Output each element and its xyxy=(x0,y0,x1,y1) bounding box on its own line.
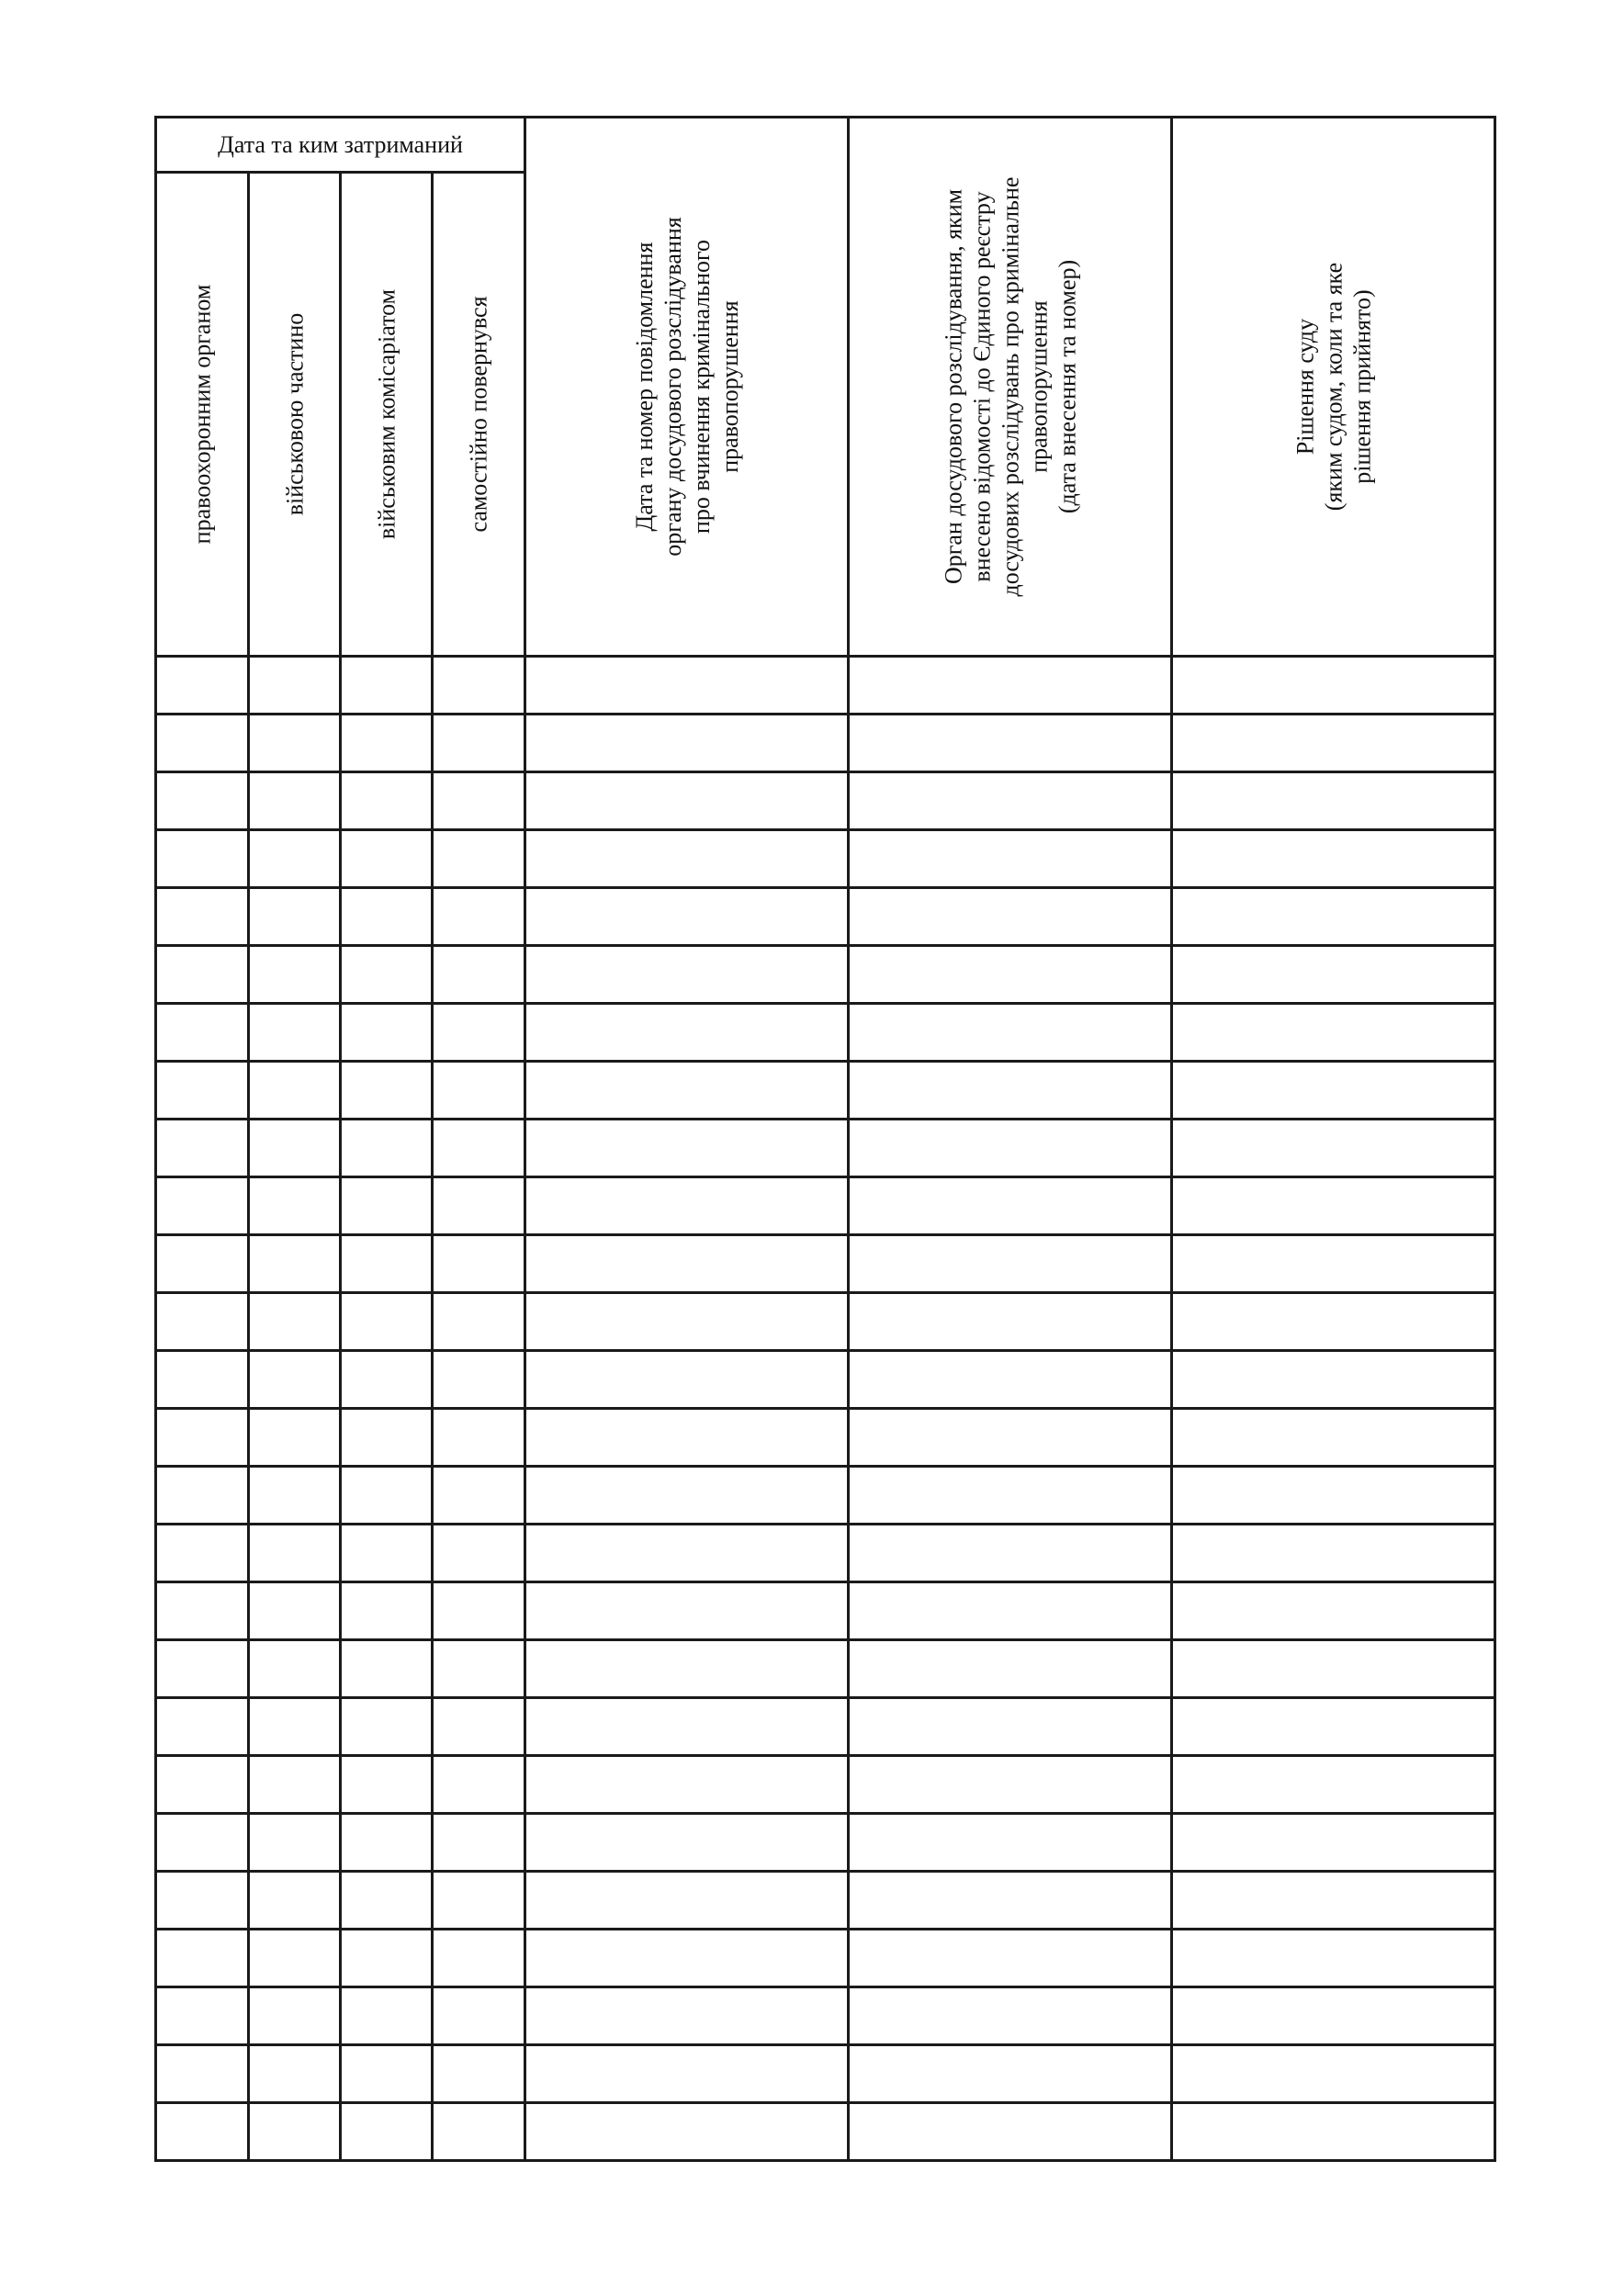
table-cell[interactable] xyxy=(433,1525,525,1582)
table-cell[interactable] xyxy=(341,2045,433,2103)
header-line: (дата внесення та номер) xyxy=(1054,259,1081,514)
header-investigation-text xyxy=(939,177,1081,597)
table-cell[interactable] xyxy=(249,1872,341,1930)
table-cell[interactable] xyxy=(1172,946,1495,1004)
table-cell[interactable] xyxy=(1172,1756,1495,1814)
header-line: досудових розслідувань про кримінальне xyxy=(997,176,1024,597)
table-cell[interactable] xyxy=(341,1351,433,1409)
table-cell[interactable] xyxy=(156,2045,249,2103)
table-cell[interactable] xyxy=(525,2045,849,2103)
table-cell[interactable] xyxy=(525,772,849,830)
table-row xyxy=(156,1756,1495,1814)
table-cell[interactable] xyxy=(849,1004,1172,1062)
table-cell[interactable] xyxy=(249,1698,341,1756)
table-cell[interactable] xyxy=(249,1409,341,1467)
header-line: самостійно повернувся xyxy=(465,296,492,533)
table-cell[interactable] xyxy=(1172,1930,1495,1987)
table-cell[interactable] xyxy=(433,1351,525,1409)
table-cell[interactable] xyxy=(156,1640,249,1698)
table-cell[interactable] xyxy=(249,1120,341,1177)
table-cell[interactable] xyxy=(341,1293,433,1351)
table-cell[interactable] xyxy=(849,1756,1172,1814)
table-row xyxy=(156,1582,1495,1640)
table-row xyxy=(156,1062,1495,1120)
table-cell[interactable] xyxy=(249,1814,341,1872)
table-cell[interactable] xyxy=(849,888,1172,946)
table-cell[interactable] xyxy=(525,1177,849,1235)
header-line: правопорушення xyxy=(1025,300,1053,473)
header-military-commissariat xyxy=(341,173,433,657)
table-cell[interactable] xyxy=(249,1004,341,1062)
table-cell[interactable] xyxy=(249,772,341,830)
table-cell[interactable] xyxy=(1172,1004,1495,1062)
table-cell[interactable] xyxy=(433,1698,525,1756)
table-cell[interactable] xyxy=(525,1293,849,1351)
table-cell[interactable] xyxy=(433,1872,525,1930)
table-cell[interactable] xyxy=(1172,1582,1495,1640)
table-row xyxy=(156,1351,1495,1409)
table-cell[interactable] xyxy=(849,830,1172,888)
table-cell[interactable] xyxy=(156,1177,249,1235)
table-cell[interactable] xyxy=(156,1582,249,1640)
header-line: військовим комісаріатом xyxy=(373,288,400,540)
table-cell[interactable] xyxy=(525,1698,849,1756)
table-cell[interactable] xyxy=(433,1640,525,1698)
table-cell[interactable] xyxy=(341,715,433,772)
table-cell[interactable] xyxy=(156,1062,249,1120)
table-row xyxy=(156,715,1495,772)
table-cell[interactable] xyxy=(433,1987,525,2045)
table-cell[interactable] xyxy=(849,1409,1172,1467)
header-notification-date-number xyxy=(525,118,849,657)
table-cell[interactable] xyxy=(525,1640,849,1698)
table-cell[interactable] xyxy=(341,888,433,946)
table-cell[interactable] xyxy=(525,1582,849,1640)
table-body xyxy=(156,657,1495,2161)
table-cell[interactable] xyxy=(525,946,849,1004)
table-cell[interactable] xyxy=(341,830,433,888)
table-cell[interactable] xyxy=(433,1177,525,1235)
header-line: Рішення суду xyxy=(1291,318,1319,456)
table-cell[interactable] xyxy=(525,830,849,888)
table-cell[interactable] xyxy=(341,2103,433,2161)
table-cell[interactable] xyxy=(433,1235,525,1293)
table-cell[interactable] xyxy=(156,830,249,888)
table-cell[interactable] xyxy=(525,1409,849,1467)
table-row xyxy=(156,1814,1495,1872)
table-cell[interactable] xyxy=(341,657,433,715)
table-cell[interactable] xyxy=(1172,1409,1495,1467)
table-cell[interactable] xyxy=(1172,1062,1495,1120)
table-cell[interactable] xyxy=(341,1640,433,1698)
table-cell[interactable] xyxy=(1172,1351,1495,1409)
table-cell[interactable] xyxy=(525,1930,849,1987)
table-cell[interactable] xyxy=(1172,1987,1495,2045)
table-cell[interactable] xyxy=(525,1872,849,1930)
table-cell[interactable] xyxy=(433,1930,525,1987)
header-line: внесено відомості до Єдиного реєстру xyxy=(968,191,996,582)
table-cell[interactable] xyxy=(156,1930,249,1987)
table-cell[interactable] xyxy=(525,888,849,946)
table-row xyxy=(156,1177,1495,1235)
table-cell[interactable] xyxy=(156,1235,249,1293)
table-cell[interactable] xyxy=(1172,1525,1495,1582)
table-cell[interactable] xyxy=(341,1872,433,1930)
table-cell[interactable] xyxy=(849,1120,1172,1177)
table-row xyxy=(156,1930,1495,1987)
table-cell[interactable] xyxy=(156,888,249,946)
table-cell[interactable] xyxy=(849,1467,1172,1525)
table-cell[interactable] xyxy=(525,1062,849,1120)
header-line: рішення прийнято) xyxy=(1348,289,1376,484)
table-cell[interactable] xyxy=(249,1930,341,1987)
table-cell[interactable] xyxy=(156,1293,249,1351)
header-court-decision xyxy=(1172,118,1495,657)
table-cell[interactable] xyxy=(341,1467,433,1525)
table-row xyxy=(156,888,1495,946)
table-cell[interactable] xyxy=(249,1235,341,1293)
table-cell[interactable] xyxy=(525,1814,849,1872)
table-cell[interactable] xyxy=(249,1640,341,1698)
table-cell[interactable] xyxy=(849,715,1172,772)
table-cell[interactable] xyxy=(156,1525,249,1582)
table-cell[interactable] xyxy=(525,1351,849,1409)
table-row xyxy=(156,1004,1495,1062)
table-cell[interactable] xyxy=(1172,715,1495,772)
header-line: про вчинення кримінального xyxy=(687,239,715,535)
table-cell[interactable] xyxy=(156,772,249,830)
table-cell[interactable] xyxy=(341,1525,433,1582)
table-cell[interactable] xyxy=(433,772,525,830)
table-cell[interactable] xyxy=(1172,1872,1495,1930)
table-row xyxy=(156,1120,1495,1177)
table-cell[interactable] xyxy=(433,888,525,946)
table-row xyxy=(156,1235,1495,1293)
table-cell[interactable] xyxy=(156,1351,249,1409)
header-returned-voluntarily xyxy=(433,173,525,657)
table-cell[interactable] xyxy=(849,1062,1172,1120)
table-cell[interactable] xyxy=(849,1525,1172,1582)
table-cell[interactable] xyxy=(849,1293,1172,1351)
table-cell[interactable] xyxy=(156,1409,249,1467)
table-cell[interactable] xyxy=(433,1004,525,1062)
header-line: органу досудового розслідування xyxy=(659,217,686,557)
table-cell[interactable] xyxy=(249,1293,341,1351)
header-line: Дата та номер повідомлення xyxy=(630,242,658,532)
table-cell[interactable] xyxy=(433,1120,525,1177)
table-cell[interactable] xyxy=(156,715,249,772)
table-cell[interactable] xyxy=(1172,772,1495,830)
header-line: правоохоронним органом xyxy=(188,284,216,545)
table-cell[interactable] xyxy=(433,2103,525,2161)
table-row xyxy=(156,830,1495,888)
table-cell[interactable] xyxy=(341,1004,433,1062)
header-investigation-body xyxy=(849,118,1172,657)
register-table xyxy=(154,116,1496,2162)
table-cell[interactable] xyxy=(849,1814,1172,1872)
table-cell[interactable] xyxy=(341,1062,433,1120)
table-cell[interactable] xyxy=(1172,2045,1495,2103)
table-cell[interactable] xyxy=(1172,1293,1495,1351)
table-cell[interactable] xyxy=(341,1987,433,2045)
table-cell[interactable] xyxy=(525,1756,849,1814)
table-cell[interactable] xyxy=(849,1872,1172,1930)
table-cell[interactable] xyxy=(433,1467,525,1525)
table-cell[interactable] xyxy=(156,946,249,1004)
table-cell[interactable] xyxy=(249,715,341,772)
table-cell[interactable] xyxy=(1172,1698,1495,1756)
header-law-enforcement xyxy=(156,173,249,657)
table-cell[interactable] xyxy=(1172,1177,1495,1235)
table-cell[interactable] xyxy=(341,1582,433,1640)
table-row xyxy=(156,2045,1495,2103)
table-row xyxy=(156,2103,1495,2161)
table-cell[interactable] xyxy=(249,1467,341,1525)
table-cell[interactable] xyxy=(849,1582,1172,1640)
table-cell[interactable] xyxy=(433,1293,525,1351)
table-cell[interactable] xyxy=(849,1640,1172,1698)
table-cell[interactable] xyxy=(341,1177,433,1235)
table-cell[interactable] xyxy=(249,1756,341,1814)
table-cell[interactable] xyxy=(249,657,341,715)
table-cell[interactable] xyxy=(1172,1235,1495,1293)
table-cell[interactable] xyxy=(525,1004,849,1062)
table-cell[interactable] xyxy=(341,1235,433,1293)
table-row xyxy=(156,1467,1495,1525)
table-row xyxy=(156,1293,1495,1351)
table-cell[interactable] xyxy=(849,772,1172,830)
header-line: (яким судом, коли та яке xyxy=(1320,262,1348,512)
table-cell[interactable] xyxy=(156,1756,249,1814)
table-cell[interactable] xyxy=(849,1177,1172,1235)
table-cell[interactable] xyxy=(433,1756,525,1814)
table-cell[interactable] xyxy=(525,657,849,715)
table-cell[interactable] xyxy=(249,830,341,888)
table-cell[interactable] xyxy=(433,1582,525,1640)
table-row xyxy=(156,1640,1495,1698)
table-cell[interactable] xyxy=(249,1351,341,1409)
table-cell[interactable] xyxy=(341,772,433,830)
table-cell[interactable] xyxy=(341,1120,433,1177)
table-cell[interactable] xyxy=(249,888,341,946)
table-row xyxy=(156,1698,1495,1756)
table-cell[interactable] xyxy=(433,2045,525,2103)
table-cell[interactable] xyxy=(525,1235,849,1293)
table-cell[interactable] xyxy=(849,1698,1172,1756)
table-row xyxy=(156,1987,1495,2045)
detained-group-header: Дата та ким затриманий xyxy=(156,118,525,173)
header-military-unit xyxy=(249,173,341,657)
table-cell[interactable] xyxy=(433,1409,525,1467)
table-cell[interactable] xyxy=(525,1467,849,1525)
table-row xyxy=(156,657,1495,715)
table-cell[interactable] xyxy=(156,1698,249,1756)
table-cell[interactable] xyxy=(849,1930,1172,1987)
table-cell[interactable] xyxy=(849,657,1172,715)
table-cell[interactable] xyxy=(525,2103,849,2161)
header-military-unit-text xyxy=(280,313,309,516)
header-line: правопорушення xyxy=(716,300,743,473)
table-row xyxy=(156,1872,1495,1930)
table-cell[interactable] xyxy=(341,946,433,1004)
header-returned-voluntarily-text xyxy=(465,296,493,532)
table-cell[interactable] xyxy=(249,946,341,1004)
table-cell[interactable] xyxy=(525,715,849,772)
table-cell[interactable] xyxy=(156,1467,249,1525)
table-cell[interactable] xyxy=(156,1120,249,1177)
table-cell[interactable] xyxy=(849,1351,1172,1409)
table-cell[interactable] xyxy=(156,2103,249,2161)
table-cell[interactable] xyxy=(1172,1467,1495,1525)
table-cell[interactable] xyxy=(433,946,525,1004)
table-cell[interactable] xyxy=(249,1525,341,1582)
table-row xyxy=(156,1525,1495,1582)
table-cell[interactable] xyxy=(341,1756,433,1814)
table-cell[interactable] xyxy=(1172,657,1495,715)
table-cell[interactable] xyxy=(156,1004,249,1062)
table-cell[interactable] xyxy=(1172,1640,1495,1698)
table-cell[interactable] xyxy=(156,657,249,715)
table-cell[interactable] xyxy=(249,2103,341,2161)
table-cell[interactable] xyxy=(1172,2103,1495,2161)
table-cell[interactable] xyxy=(1172,1120,1495,1177)
table-cell[interactable] xyxy=(341,1814,433,1872)
table-cell[interactable] xyxy=(249,1062,341,1120)
table-cell[interactable] xyxy=(525,1525,849,1582)
table-cell[interactable] xyxy=(525,1987,849,2045)
header-line: військовою частино xyxy=(281,312,308,516)
table-cell[interactable] xyxy=(433,830,525,888)
table-cell[interactable] xyxy=(849,2103,1172,2161)
table-cell[interactable] xyxy=(433,1814,525,1872)
table-cell[interactable] xyxy=(249,1987,341,2045)
table-cell[interactable] xyxy=(433,1062,525,1120)
table-cell[interactable] xyxy=(849,946,1172,1004)
table-cell[interactable] xyxy=(1172,830,1495,888)
header-court-text xyxy=(1291,263,1376,511)
table-cell[interactable] xyxy=(849,1987,1172,2045)
header-law-enforcement-text xyxy=(188,285,217,545)
table-cell[interactable] xyxy=(341,1409,433,1467)
table-row xyxy=(156,772,1495,830)
header-notification-text xyxy=(630,217,744,556)
table-cell[interactable] xyxy=(156,1814,249,1872)
table-row xyxy=(156,1409,1495,1467)
table-row xyxy=(156,946,1495,1004)
table-cell[interactable] xyxy=(156,1987,249,2045)
table-cell[interactable] xyxy=(433,715,525,772)
table-cell[interactable] xyxy=(1172,1814,1495,1872)
table-cell[interactable] xyxy=(249,1582,341,1640)
table-cell[interactable] xyxy=(341,1930,433,1987)
table-cell[interactable] xyxy=(249,2045,341,2103)
table-cell[interactable] xyxy=(849,2045,1172,2103)
table-cell[interactable] xyxy=(849,1235,1172,1293)
table-cell[interactable] xyxy=(341,1698,433,1756)
table-cell[interactable] xyxy=(525,1120,849,1177)
table-cell[interactable] xyxy=(249,1177,341,1235)
header-military-commissariat-text xyxy=(372,289,400,539)
table-cell[interactable] xyxy=(156,1872,249,1930)
table-cell[interactable] xyxy=(433,657,525,715)
table-cell[interactable] xyxy=(1172,888,1495,946)
header-line: Орган досудового розслідування, яким xyxy=(940,188,967,585)
